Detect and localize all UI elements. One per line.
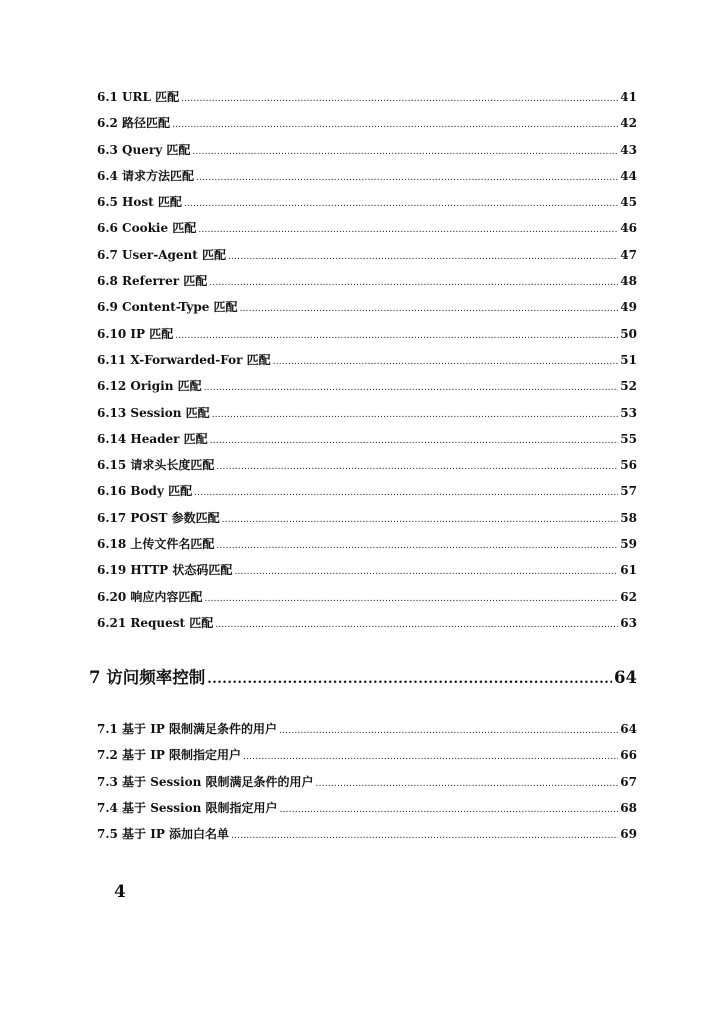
toc-entry-7-1[interactable] xyxy=(97,720,637,746)
toc-entry-6-1[interactable] xyxy=(97,88,637,114)
dot-leader xyxy=(184,199,618,209)
dot-leader xyxy=(181,94,618,104)
dot-leader xyxy=(240,304,619,314)
toc-entry-6-9[interactable] xyxy=(97,298,637,324)
dot-leader xyxy=(222,515,619,525)
toc-entry-label: 6.9 Content-Type 匹配 xyxy=(97,300,238,315)
toc-entry-7-3[interactable] xyxy=(97,773,637,799)
toc-entry-6-18[interactable] xyxy=(97,535,637,561)
toc-entry-label: 7.4 基于 Session 限制指定用户 xyxy=(97,800,278,815)
toc-entry-page: 58 xyxy=(620,510,637,525)
toc-entry-page: 53 xyxy=(620,405,637,420)
dot-leader xyxy=(172,120,618,130)
chapter-page: 64 xyxy=(614,668,637,687)
dot-leader xyxy=(279,726,618,736)
toc-entry-label: 6.8 Referrer 匹配 xyxy=(97,274,208,289)
toc-entry-page: 62 xyxy=(620,589,637,604)
dot-leader xyxy=(192,147,618,157)
toc-entry-6-15[interactable] xyxy=(97,456,637,482)
toc-entry-label: 6.20 响应内容匹配 xyxy=(97,589,203,604)
toc-entry-page: 61 xyxy=(620,563,637,578)
toc-entry-label: 6.12 Origin 匹配 xyxy=(97,379,202,394)
toc-entry-label: 6.13 Session 匹配 xyxy=(97,405,210,420)
dot-leader xyxy=(243,752,618,762)
toc-entry-page: 55 xyxy=(620,431,637,446)
toc-entry-6-2[interactable] xyxy=(97,114,637,140)
toc-entry-label: 6.10 IP 匹配 xyxy=(97,326,174,341)
page-number: 4 xyxy=(114,882,126,902)
toc-entry-label: 6.5 Host 匹配 xyxy=(97,195,182,210)
toc-entry-label: 6.4 请求方法匹配 xyxy=(97,168,195,183)
toc-entry-6-8[interactable] xyxy=(97,272,637,298)
dot-leader xyxy=(198,225,618,235)
toc-entry-page: 68 xyxy=(620,800,637,815)
dot-leader xyxy=(204,594,618,604)
toc-entry-page: 67 xyxy=(620,774,637,789)
dot-leader xyxy=(175,331,618,341)
toc-entry-6-12[interactable] xyxy=(97,377,637,403)
toc-entry-label: 6.2 路径匹配 xyxy=(97,116,171,131)
toc-entry-label: 6.15 请求头长度匹配 xyxy=(97,458,215,473)
toc-entry-6-6[interactable] xyxy=(97,219,637,245)
toc-entry-6-16[interactable] xyxy=(97,482,637,508)
toc-entry-page: 56 xyxy=(620,458,637,473)
toc-section-7 xyxy=(97,720,637,851)
toc-entry-label: 6.3 Query 匹配 xyxy=(97,142,191,157)
toc-entry-label: 6.1 URL 匹配 xyxy=(97,90,180,104)
toc-entry-page: 45 xyxy=(620,195,637,210)
toc-entry-7-4[interactable] xyxy=(97,799,637,825)
toc-entry-label: 6.7 User-Agent 匹配 xyxy=(97,247,226,262)
toc-entry-label: 6.14 Header 匹配 xyxy=(97,431,208,446)
chapter-title: 7 访问频率控制 xyxy=(89,668,206,687)
toc-section-6 xyxy=(97,88,637,640)
toc-entry-6-13[interactable] xyxy=(97,404,637,430)
dot-leader xyxy=(196,173,618,183)
toc-entry-6-4[interactable] xyxy=(97,167,637,193)
toc-entry-6-20[interactable] xyxy=(97,588,637,614)
toc-entry-label: 6.11 X-Forwarded-For 匹配 xyxy=(97,352,271,367)
dot-leader xyxy=(212,410,619,420)
toc-entry-page: 41 xyxy=(620,90,637,104)
toc-entry-page: 63 xyxy=(620,615,637,630)
toc-entry-6-3[interactable] xyxy=(97,141,637,167)
dot-leader xyxy=(216,541,618,551)
toc-entry-page: 64 xyxy=(620,722,637,736)
toc-entry-7-2[interactable] xyxy=(97,746,637,772)
toc-entry-6-17[interactable] xyxy=(97,509,637,535)
toc-entry-page: 44 xyxy=(620,168,637,183)
toc-entry-label: 6.21 Request 匹配 xyxy=(97,615,214,630)
toc-entry-page: 47 xyxy=(620,247,637,262)
dot-leader xyxy=(210,436,619,446)
dot-leader xyxy=(280,805,619,815)
toc-entry-label: 7.2 基于 IP 限制指定用户 xyxy=(97,748,242,763)
dot-leader xyxy=(209,278,618,288)
toc-entry-6-21[interactable] xyxy=(97,614,637,640)
toc-entry-6-14[interactable] xyxy=(97,430,637,456)
dot-leader xyxy=(216,462,618,472)
toc-entry-7-5[interactable] xyxy=(97,825,637,851)
toc-entry-6-7[interactable] xyxy=(97,246,637,272)
toc-entry-page: 42 xyxy=(620,116,637,131)
toc-entry-page: 43 xyxy=(620,142,637,157)
toc-entry-label: 7.5 基于 IP 添加白名单 xyxy=(97,827,230,842)
toc-entry-page: 49 xyxy=(620,300,637,315)
toc-entry-page: 59 xyxy=(620,537,637,552)
dot-leader xyxy=(194,488,618,498)
toc-entry-label: 7.1 基于 IP 限制满足条件的用户 xyxy=(97,722,278,736)
toc-entry-label: 7.3 基于 Session 限制满足条件的用户 xyxy=(97,774,314,789)
dot-leader xyxy=(273,357,619,367)
dot-leader xyxy=(316,779,619,789)
toc-entry-6-10[interactable] xyxy=(97,325,637,351)
toc-entry-label: 6.16 Body 匹配 xyxy=(97,484,193,499)
toc-entry-label: 6.6 Cookie 匹配 xyxy=(97,221,197,236)
toc-entry-6-19[interactable] xyxy=(97,561,637,587)
toc-entry-page: 52 xyxy=(620,379,637,394)
toc-entry-label: 6.19 HTTP 状态码匹配 xyxy=(97,563,233,578)
toc-entry-6-11[interactable] xyxy=(97,351,637,377)
toc-chapter-7[interactable] xyxy=(89,664,637,688)
dot-leader xyxy=(207,672,612,687)
dot-leader xyxy=(204,383,619,393)
toc-entry-page: 48 xyxy=(620,274,637,289)
toc-entry-label: 6.18 上传文件名匹配 xyxy=(97,537,215,552)
toc-entry-page: 66 xyxy=(620,748,637,763)
dot-leader xyxy=(215,620,618,630)
toc-entry-label: 6.17 POST 参数匹配 xyxy=(97,510,220,525)
toc-entry-page: 50 xyxy=(620,326,637,341)
toc-entry-page: 57 xyxy=(620,484,637,499)
dot-leader xyxy=(228,252,618,262)
toc-entry-page: 69 xyxy=(620,827,637,842)
dot-leader xyxy=(231,831,618,841)
toc-entry-page: 51 xyxy=(620,352,637,367)
toc-entry-page: 46 xyxy=(620,221,637,236)
toc-entry-6-5[interactable] xyxy=(97,193,637,219)
dot-leader xyxy=(234,567,618,577)
